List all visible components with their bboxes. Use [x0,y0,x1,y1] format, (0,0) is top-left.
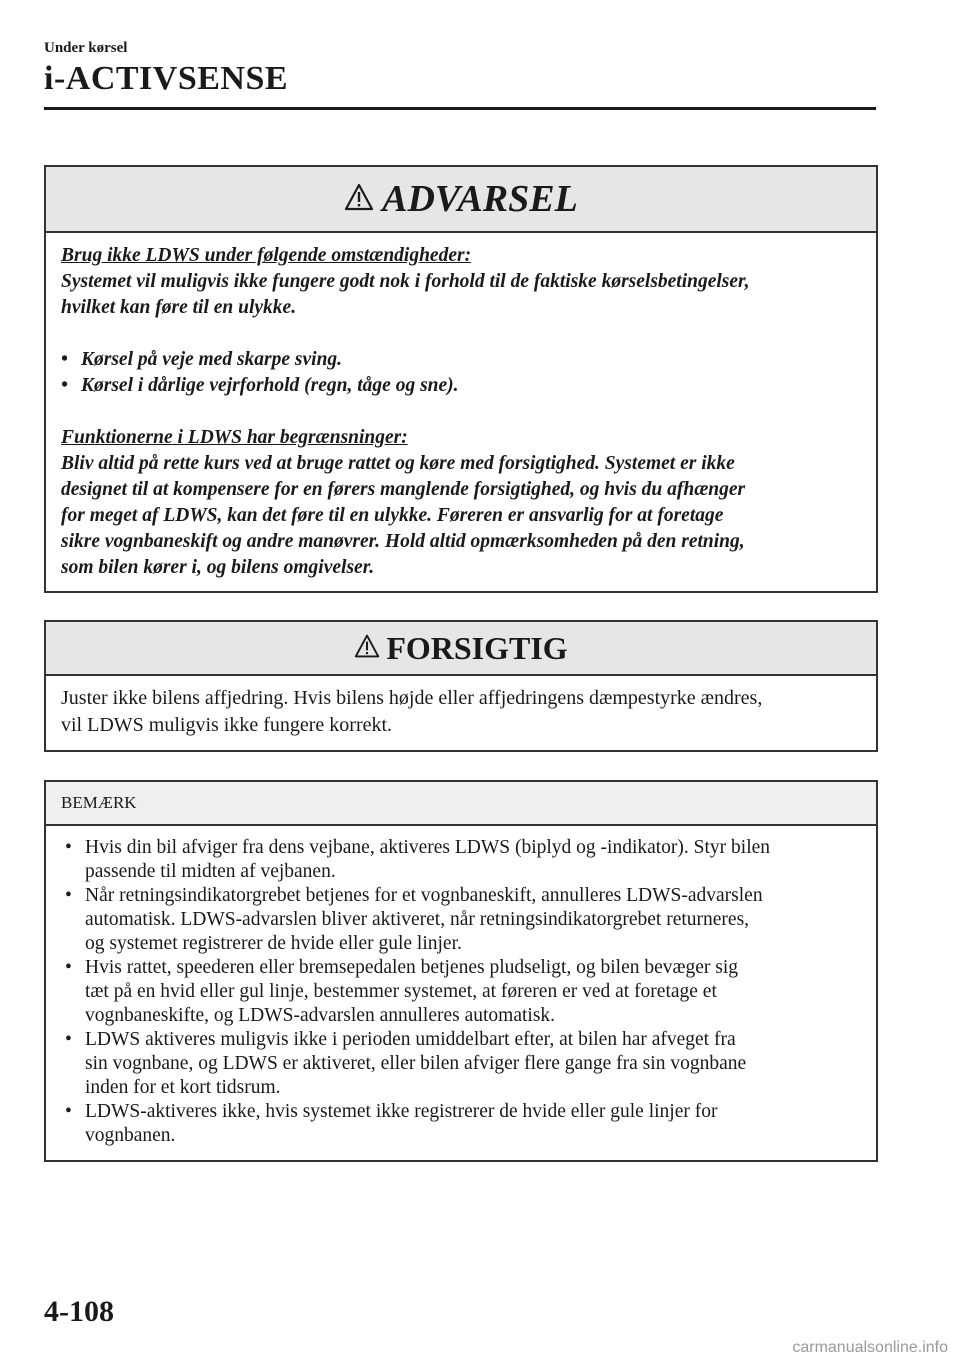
caution-text-line: vil LDWS muligvis ikke fungere korrekt. [61,714,393,736]
caution-header [46,622,876,676]
page-number: 4-108 [44,1295,114,1328]
bullet-text: passende til midten af vejbanen. [85,861,336,882]
bullet-text: vognbaneskifte, og LDWS-advarslen annulleres automatisk. [85,1005,556,1026]
warning-text-line: for meget af LDWS, kan det føre til en ulykke. Føreren er ansvarlig for at foretage [61,505,724,526]
bullet-text: vognbanen. [85,1125,176,1146]
note-header [46,782,876,826]
warning-text-line: designet til at kompensere for en førers manglende forsigtighed, og hvis du afhænger [61,479,746,500]
note-body [46,826,876,1160]
warning-title: ADVARSEL [382,178,578,220]
section-label: Under kørsel [44,40,128,56]
bullet-text: Hvis din bil afviger fra dens vejbane, aktiveres LDWS (biplyd og -indikator). Styr bilen [85,837,771,858]
warning-triangle-icon [354,633,380,664]
bullet-text: Når retningsindikatorgrebet betjenes for et vognbaneskift, annulleres LDWS-advarslen [85,885,763,906]
note-box [44,780,878,1162]
caution-text-line: Juster ikke bilens affjedring. Hvis bilens højde eller affjedringens dæmpestyrke ændres, [61,687,763,709]
watermark: carmanualsonline.info [792,1339,948,1356]
heading-rule [44,107,876,110]
bullet-icon: • [65,1029,72,1050]
note-bullet [61,836,861,884]
bullet-text: inden for et kort tidsrum. [85,1077,281,1098]
warning-subheading-1: Brug ikke LDWS under følgende omstændigheder: [61,245,472,266]
bullet-text: og systemet registrerer de hvide eller gule linjer. [85,933,462,954]
bullet-text: Kørsel på veje med skarpe sving. [81,349,343,370]
caution-title: FORSIGTIG [386,629,568,666]
bullet-text: LDWS aktiveres muligvis ikke i perioden umiddelbart efter, at bilen har afveget fra [85,1029,736,1050]
bullet-icon: • [65,957,72,978]
note-bullet [61,1028,861,1100]
warning-subheading-2: Funktionerne i LDWS har begrænsninger: [61,427,408,448]
warning-bullet [61,347,861,373]
warning-text-line: sikre vognbaneskift og andre manøvrer. Hold altid opmærksomheden på den retning, [61,531,745,552]
warning-text-line: som bilen kører i, og bilens omgivelser. [61,557,375,578]
warning-body [46,233,876,591]
warning-text-line: Systemet vil muligvis ikke fungere godt nok i forhold til de faktiske kørselsbetingelser, [61,271,750,292]
bullet-text: tæt på en hvid eller gul linje, bestemmer systemet, at føreren er ved at foretage et [85,981,717,1002]
bullet-text: sin vognbane, og LDWS er aktiveret, eller bilen afviger flere gange fra sin vognbane [85,1053,747,1074]
bullet-icon: • [65,837,72,858]
warning-bullet [61,373,861,399]
warning-header [46,167,876,233]
caution-box [44,620,878,752]
caution-body [46,676,876,750]
warning-box [44,165,878,593]
warning-text-line: Bliv altid på rette kurs ved at bruge rattet og køre med forsigtighed. Systemet er ikke [61,453,735,474]
bullet-text: automatisk. LDWS-advarslen bliver aktiveret, når retningsindikatorgrebet returneres, [85,909,750,930]
bullet-icon: • [61,375,68,396]
note-bullet [61,884,861,956]
warning-text-line: hvilket kan føre til en ulykke. [61,297,297,318]
bullet-icon: • [65,1101,72,1122]
page-title: i-ACTIVSENSE [44,60,289,97]
warning-triangle-icon [344,182,374,217]
note-title: BEMÆRK [61,793,137,812]
bullet-text: Kørsel i dårlige vejrforhold (regn, tåge og sne). [81,375,459,396]
bullet-icon: • [61,349,68,370]
bullet-text: Hvis rattet, speederen eller bremsepedalen betjenes pludseligt, og bilen bevæger sig [85,957,739,978]
bullet-text: LDWS-aktiveres ikke, hvis systemet ikke registrerer de hvide eller gule linjer for [85,1101,718,1122]
note-bullet [61,1100,861,1148]
bullet-icon: • [65,885,72,906]
note-bullet [61,956,861,1028]
